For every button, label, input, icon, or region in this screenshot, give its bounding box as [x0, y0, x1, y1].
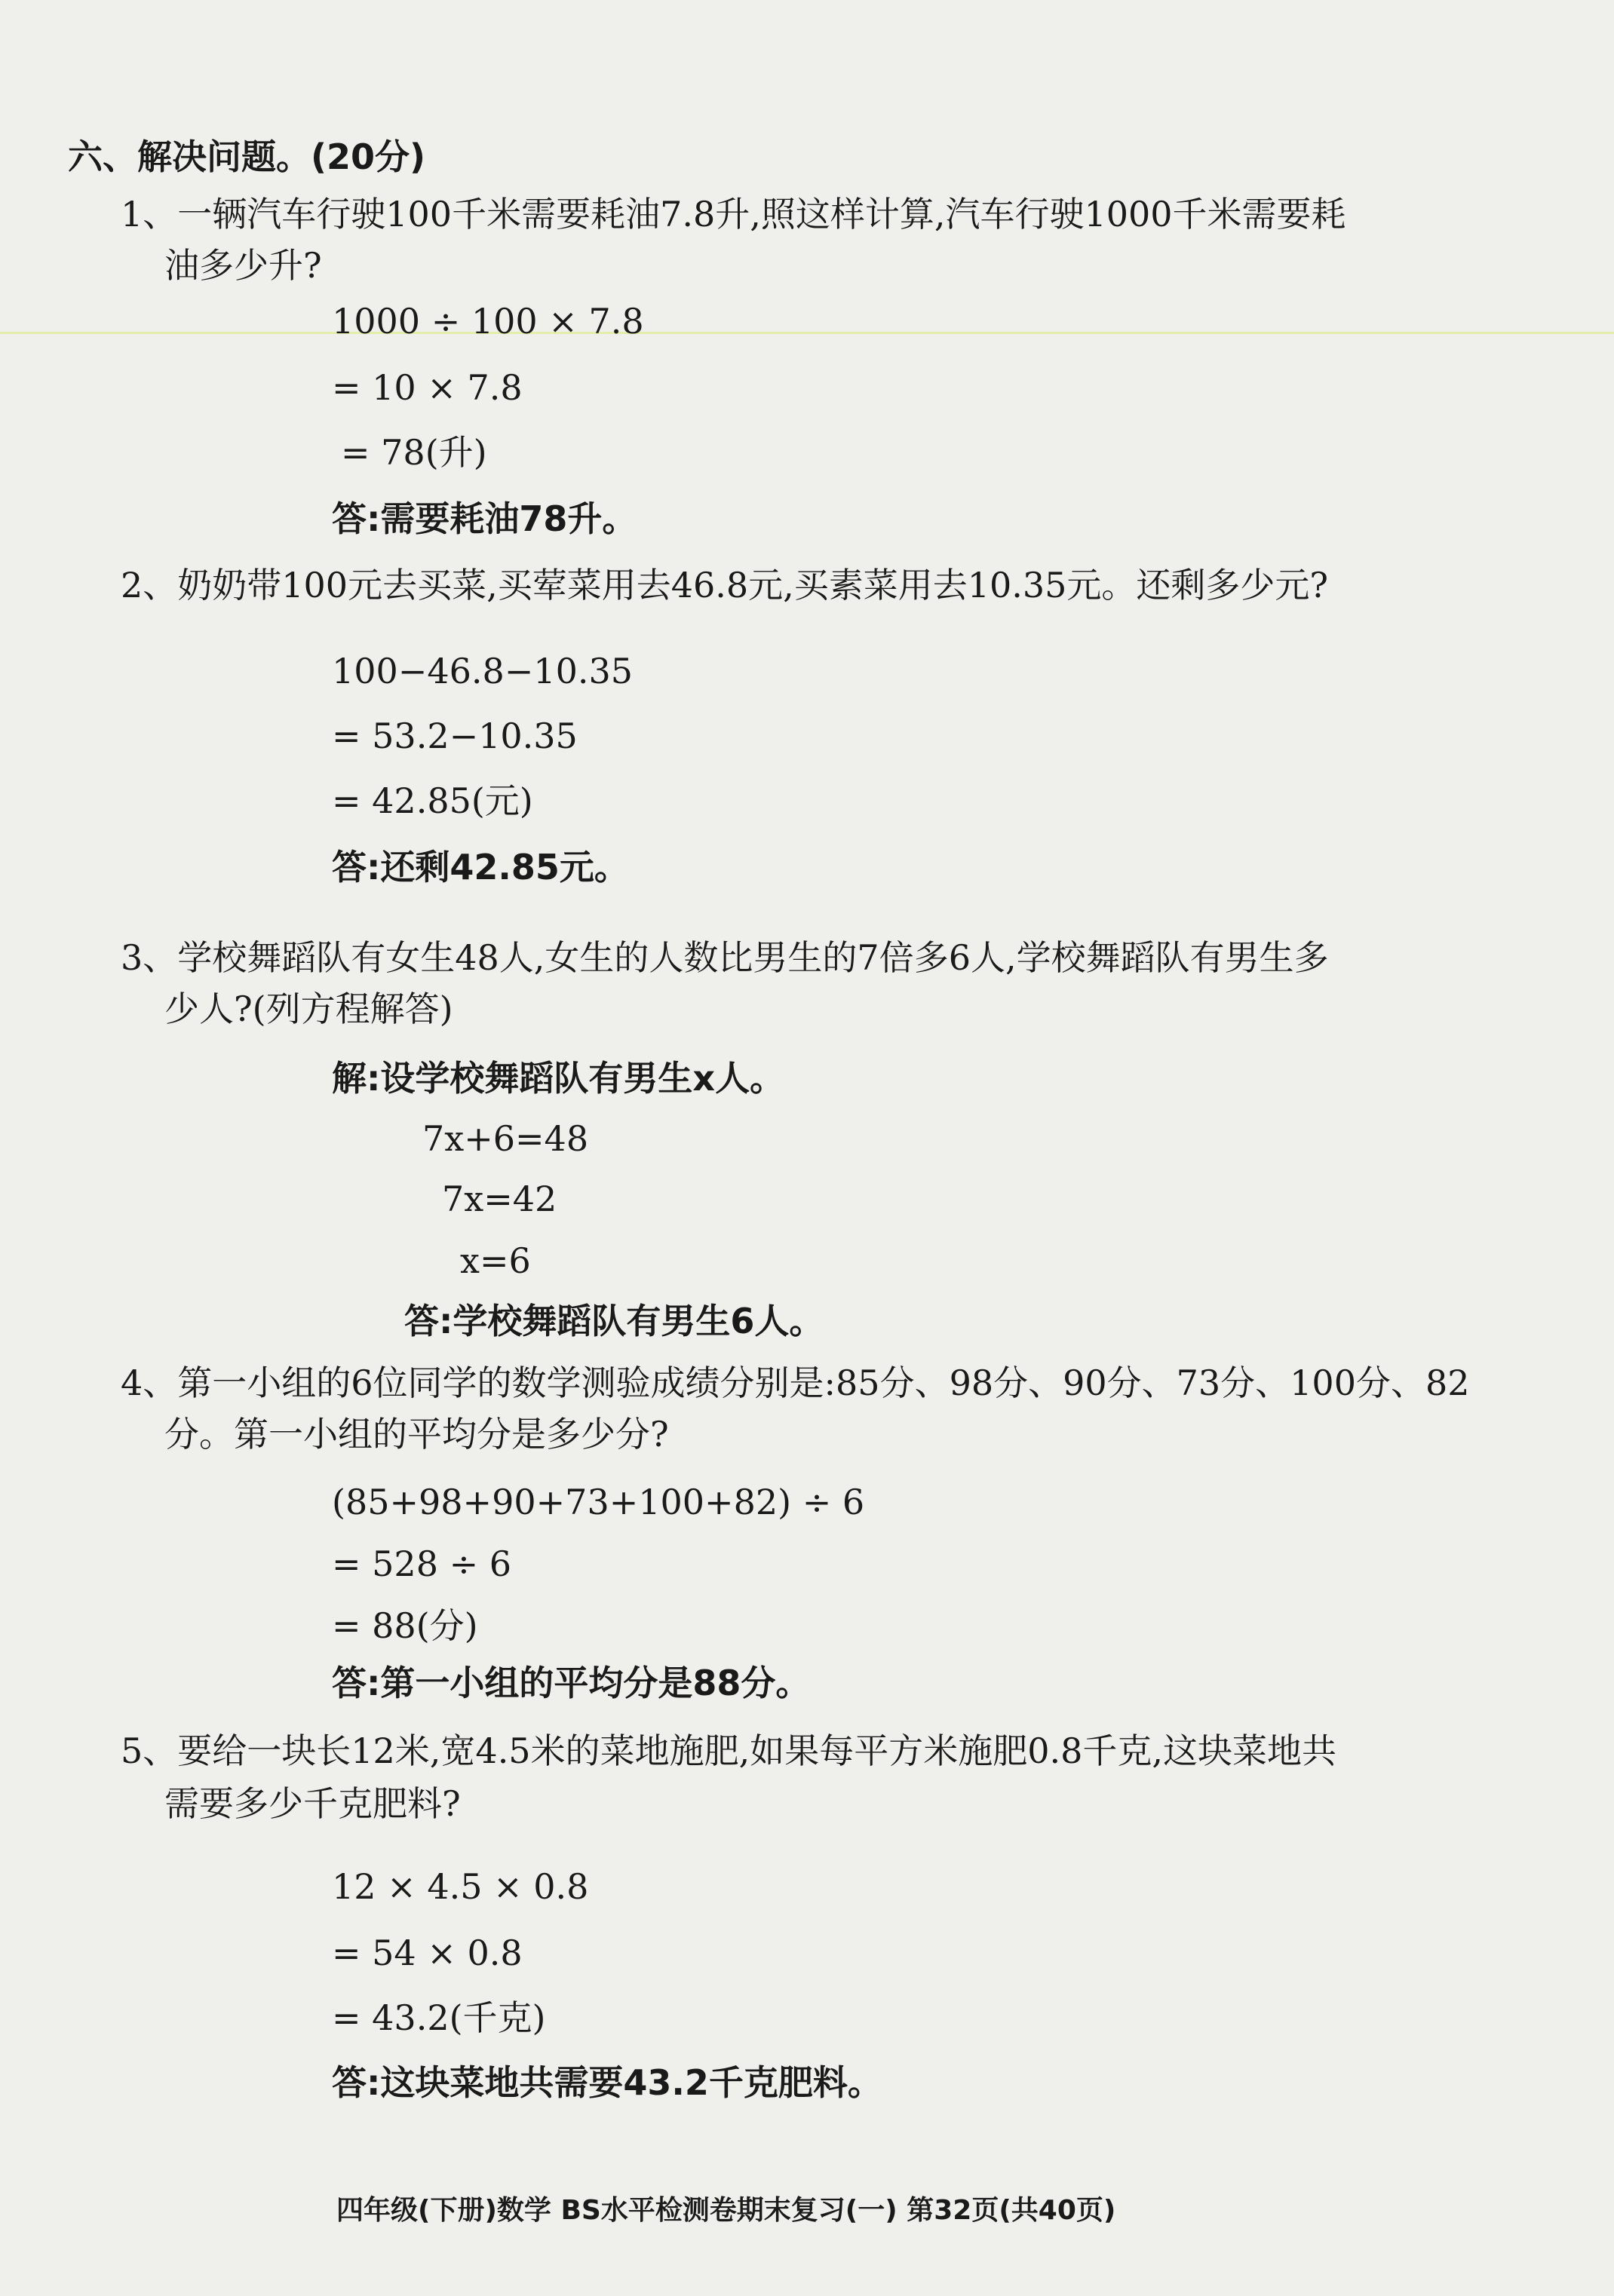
- section-title: 六、解决问题。(20分): [68, 136, 426, 177]
- problem-2-answer: 答:还剩42.85元。: [332, 847, 629, 887]
- problem-1-answer: 答:需要耗油78升。: [332, 498, 637, 539]
- problem-2-step-3: = 42.85(元): [332, 780, 533, 821]
- problem-3-answer: 答:学校舞蹈队有男生6人。: [404, 1301, 824, 1341]
- problem-5-step-1: 12 × 4.5 × 0.8: [332, 1866, 589, 1907]
- problem-3-step-3: x=6: [460, 1240, 531, 1281]
- problem-5-step-2: = 54 × 0.8: [332, 1933, 523, 1973]
- problem-2-step-2: = 53.2−10.35: [332, 716, 578, 756]
- problem-4-step-2: = 528 ÷ 6: [332, 1543, 512, 1584]
- problem-4-question-cont: 分。第一小组的平均分是多少分?: [164, 1414, 669, 1455]
- problem-2-question: 2、奶奶带100元去买菜,买荤菜用去46.8元,买素菜用去10.35元。还剩多少元?: [121, 565, 1329, 605]
- problem-4-step-1: (85+98+90+73+100+82) ÷ 6: [332, 1482, 865, 1522]
- problem-3-step-2: 7x=42: [442, 1179, 557, 1219]
- problem-3-question-cont: 少人?(列方程解答): [164, 989, 453, 1029]
- problem-5-step-3: = 43.2(千克): [332, 1997, 546, 2038]
- problem-3-solution-intro: 解:设学校舞蹈队有男生x人。: [332, 1058, 785, 1099]
- problem-1-question-cont: 油多少升?: [164, 245, 322, 286]
- problem-5-question-cont: 需要多少千克肥料?: [164, 1783, 461, 1824]
- problem-1-step-1: 1000 ÷ 100 × 7.8: [332, 301, 644, 342]
- problem-3-question: 3、学校舞蹈队有女生48人,女生的人数比男生的7倍多6人,学校舞蹈队有男生多: [121, 937, 1329, 978]
- problem-4-question: 4、第一小组的6位同学的数学测验成绩分别是:85分、98分、90分、73分、100分、82: [121, 1363, 1470, 1403]
- fold-line: [0, 332, 1614, 334]
- problem-2-step-1: 100−46.8−10.35: [332, 651, 633, 691]
- problem-5-answer: 答:这块菜地共需要43.2千克肥料。: [332, 2062, 882, 2103]
- problem-4-step-3: = 88(分): [332, 1605, 478, 1646]
- problem-5-question: 5、要给一块长12米,宽4.5米的菜地施肥,如果每平方米施肥0.8千克,这块菜地共: [121, 1730, 1336, 1771]
- problem-3-step-1: 7x+6=48: [422, 1118, 589, 1159]
- problem-1-step-3: = 78(升): [341, 432, 487, 473]
- problem-1-step-2: = 10 × 7.8: [332, 367, 523, 408]
- problem-4-answer: 答:第一小组的平均分是88分。: [332, 1663, 811, 1703]
- page-footer: 四年级(下册)数学 BS水平检测卷期末复习(一) 第32页(共40页): [336, 2195, 1116, 2226]
- problem-1-question: 1、一辆汽车行驶100千米需要耗油7.8升,照这样计算,汽车行驶1000千米需要耗: [121, 194, 1346, 235]
